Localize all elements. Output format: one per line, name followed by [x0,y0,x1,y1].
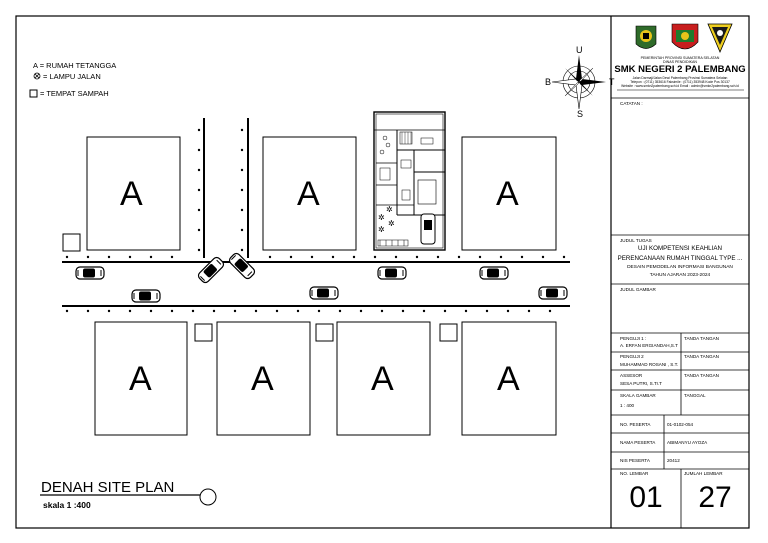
school-address1: Jalan Darmaji/Jalan Dewi Palembang Provinsi Sumatera Selatan [632,76,728,80]
judul-tugas-label: JUDUL TUGAS [620,238,652,243]
own-house-floor-plan [374,112,445,250]
jumlah-lembar-value: 27 [698,481,732,514]
penguji2-name: MUHAMMAD ROSANI , S.T. [620,362,679,367]
legend-item-neighbor: A = RUMAH TETANGGA [33,61,117,70]
judul-tugas-line1: UJI KOMPETENSI KEAHLIAN [638,245,722,252]
lot-label: A [496,175,519,213]
province-emblem [636,26,656,49]
nis-label: NIS PESERTA [620,458,650,463]
nis-value: 20412 [667,458,680,463]
street-lamp-icon [34,73,40,79]
car [480,267,508,279]
nama-peserta-label: NAMA PESERTA [620,440,656,445]
svg-text:✲: ✲ [378,225,385,234]
school-name: SMK NEGERI 2 PALEMBANG [614,64,746,75]
car [539,287,567,299]
lot-label: A [129,360,152,398]
svg-text:✲: ✲ [388,219,395,228]
lot-label: A [297,175,320,213]
trash-bin [195,324,212,341]
skala-value: 1 : 400 [620,403,635,408]
compass-north: U [576,45,583,55]
plan-title: DENAH SITE PLAN [41,479,175,496]
no-peserta-label: NO. PESERTA [620,422,651,427]
car [310,287,338,299]
judul-tugas-line2: PERENCANAAN RUMAH TINGGAL TYPE ... [617,255,743,262]
legend-item-lamp: = LAMPU JALAN [43,72,101,81]
city-emblem [672,24,698,49]
svg-text:✲: ✲ [386,205,393,214]
school-address2: Telepon : (0711) 353616 Faksimile : (0711) 353948 Kode Pos 30137 [630,80,730,84]
lot-label: A [251,360,274,398]
jumlah-lembar-label: JUMLAH LEMBAR [684,471,723,476]
school-emblem [708,24,732,52]
car [76,267,104,279]
no-peserta-value: 01-0102-054 [667,422,694,427]
penguji2-signature-label: TANDA TANGAN [684,354,719,359]
trash-bin [440,324,457,341]
plan-scale: skala 1 :400 [43,500,91,510]
lot-label: A [371,360,394,398]
compass-west: B [545,77,552,87]
school-line2: DINAS PENDIDIKAN [663,60,697,64]
penguji1-name: A. ERFAN ERGIANDAH,S.T [620,343,678,348]
compass-south: S [577,109,584,119]
trash-bin-icon [30,90,37,97]
judul-tugas-line4: TAHUN AJARAN 2023-2024 [649,273,711,278]
skala-label: SKALA GAMBAR [620,393,656,398]
asesor-label: ASSESOR [620,373,643,378]
car [197,256,225,284]
trash-bin [63,234,80,251]
compass-east: T [609,77,615,87]
asesor-name: SESA PUTRI, S.Tr.T [620,381,662,386]
car [228,252,256,280]
no-lembar-label: NO. LEMBAR [620,471,649,476]
title-block-grid [611,98,749,528]
no-lembar-value: 01 [629,481,663,514]
penguji1-signature-label: TANDA TANGAN [684,336,719,341]
tanggal-label: TANGGAL [684,393,706,398]
catatan-label: CATATAN : [620,101,643,106]
lot-label: A [497,360,520,398]
trash-bin [316,324,333,341]
nama-peserta-value: ABIMANYU AYOZA [667,440,708,445]
judul-gambar-label: JUDUL GAMBAR [620,287,656,292]
school-line1: PEMERINTAH PROVINSI SUMATERA SELATAN [640,56,720,60]
car [132,290,160,302]
compass-rose [552,55,606,109]
penguji2-label: PENGUJI 2 [620,354,644,359]
asesor-signature-label: TANDA TANGAN [684,373,719,378]
judul-tugas-line3: DESAIN PEMODELAN INFORMASI BANGUNAN [627,265,733,270]
school-address3: Website : www.smkn2palembang.sch.id Email : admin@smkn2palembang.sch.id [621,84,739,88]
car [378,267,406,279]
svg-text:✲: ✲ [378,213,385,222]
legend-item-trash: = TEMPAT SAMPAH [40,89,109,98]
lot-label: A [120,175,143,213]
penguji1-label: PENGUJI 1 : [620,336,647,341]
